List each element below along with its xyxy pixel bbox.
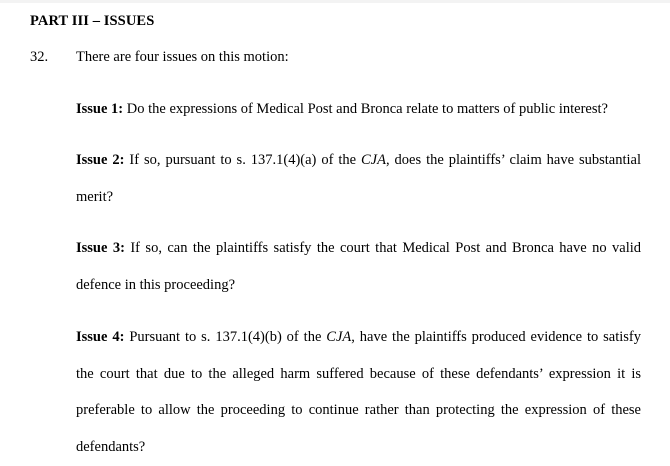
issue-2 — [76, 142, 641, 215]
issue-1-text: Do the expressions of Medical Post and Bronca relate to matters of public interest? — [123, 101, 608, 117]
issue-4 — [76, 319, 641, 465]
issue-2-label: Issue 2: — [76, 152, 125, 168]
issue-1-label: Issue 1: — [76, 101, 124, 117]
issue-2-text-before: If so, pursuant to s. 137.1(4)(a) of the — [124, 152, 362, 168]
section-heading: PART III – ISSUES — [30, 13, 155, 29]
issue-3 — [76, 230, 641, 303]
issue-4-statute: CJA — [326, 329, 352, 345]
top-divider — [0, 0, 670, 3]
issue-1 — [76, 91, 656, 128]
issue-2-statute: CJA — [361, 152, 386, 168]
issue-4-label: Issue 4: — [76, 329, 125, 345]
paragraph-number: 32. — [30, 49, 49, 65]
issue-3-label: Issue 3: — [76, 240, 125, 256]
issue-4-text-after: , have the plaintiffs produced evidence to satisfy the court that due to the alleged harm suffered because of these defendants’ expression it is preferable to allow the proceeding to continue rather than protecting the expression of these defendants? — [76, 329, 641, 455]
paragraph-intro: There are four issues on this motion: — [76, 49, 289, 65]
issue-3-text: If so, can the plaintiffs satisfy the court that Medical Post and Bronca have no valid defence in this proceeding? — [76, 240, 641, 293]
issue-4-text-before: Pursuant to s. 137.1(4)(b) of the — [124, 329, 327, 345]
issue-2-text-after: , does the plaintiffs’ claim have substantial merit? — [76, 152, 641, 205]
